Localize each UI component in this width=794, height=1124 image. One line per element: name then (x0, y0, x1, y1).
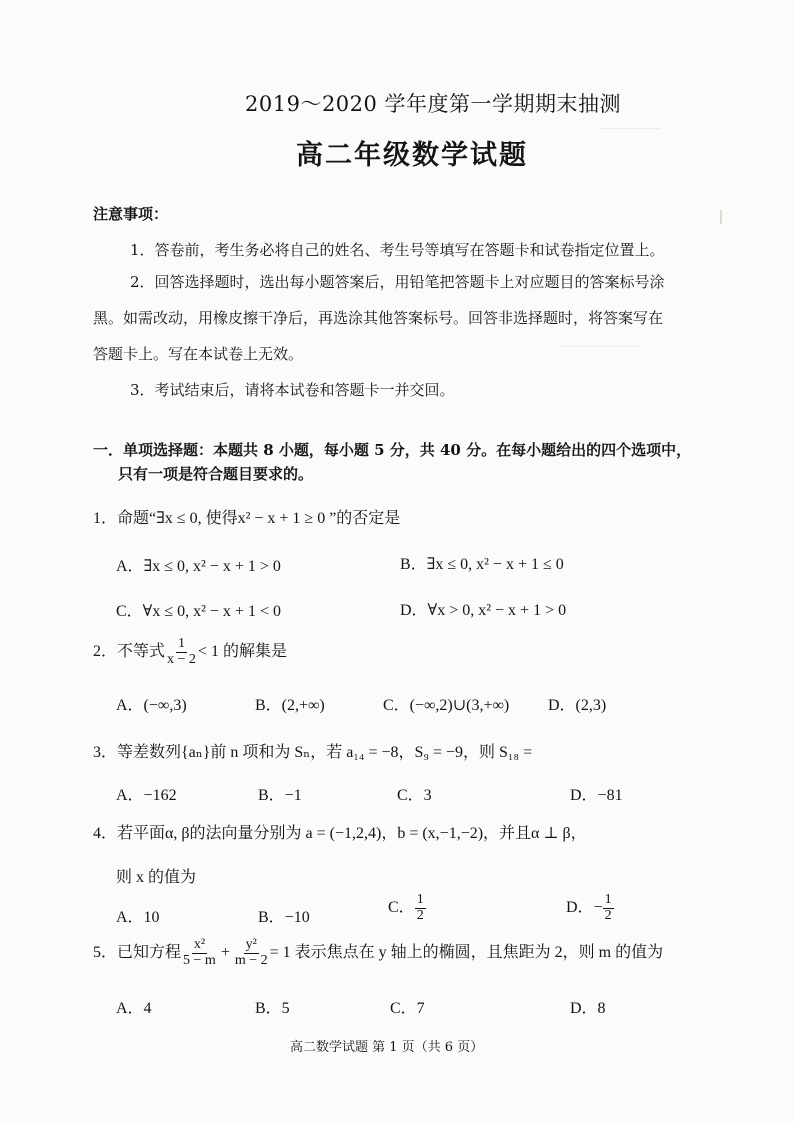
q5-f1-num: x² (193, 937, 206, 952)
q4-option-d (566, 893, 614, 923)
question-4-stem-cont: 则 x 的值为 (116, 869, 197, 886)
q2-option-a: A．(−∞,3) (116, 697, 187, 714)
question-4-stem: 4．若平面α, β的法向量分别为 a = (−1,2,4)，b = (x,−1,−2)，并且α ⊥ β， (93, 825, 587, 842)
exam-title: 2019～2020 学年度第一学期期末抽测 (245, 92, 622, 116)
scan-mark (560, 346, 640, 347)
q4-option-d-label: D．− (566, 898, 603, 916)
q3-option-c: C．3 (397, 787, 432, 804)
q1-option-c: C．∀x ≤ 0, x² − x + 1 < 0 (116, 603, 281, 620)
note-item-3: 3．考试结束后，请将本试卷和答题卡一并交回。 (130, 381, 455, 399)
q5-option-c: C．7 (390, 1000, 425, 1017)
page-footer: 高二数学试题 第 1 页（共 6 页） (290, 1040, 484, 1055)
note-item-2-cont: 黑。如需改动，用橡皮擦干净后，再选涂其他答案标号。回答非选择题时，将答案写在 (93, 309, 664, 327)
q1-option-b: B．∃x ≤ 0, x² − x + 1 ≤ 0 (400, 556, 564, 573)
q3-option-b: B．−1 (258, 787, 302, 804)
scan-mark (600, 128, 660, 129)
question-3-stem: 3．等差数列{aₙ}前 n 项和为 Sₙ，若 a₁₄ = −8，S₉ = −9，则 S₁₈ = (93, 744, 533, 761)
q4-option-b: B．−10 (258, 909, 310, 926)
q4-c-den: 2 (416, 907, 424, 923)
note-item-2: 2．回答选择题时，选出每小题答案后，用铅笔把答题卡上对应题目的答案标号涂 (130, 273, 665, 291)
exam-subtitle: 高二年级数学试题 (296, 140, 528, 171)
q4-c-num: 1 (416, 892, 424, 907)
q2-option-c: C．(−∞,2)∪(3,+∞) (383, 697, 510, 714)
q5-option-a: A．4 (116, 1000, 152, 1017)
scan-mark (720, 210, 722, 224)
q5-fraction-2 (233, 938, 270, 968)
q4-d-num: 1 (604, 892, 612, 907)
notes-heading: 注意事项： (93, 205, 169, 223)
q2-fraction-den: x − 2 (167, 651, 196, 667)
q2-option-b: B．(2,+∞) (255, 697, 325, 714)
section-heading-cont: 只有一项是符合题目要求的。 (118, 465, 314, 483)
q5-prefix: 5．已知方程 (93, 943, 182, 961)
q5-f2-den: m − 2 (234, 952, 268, 968)
q5-option-b: B．5 (255, 1000, 290, 1017)
q3-option-a: A．−162 (116, 787, 177, 804)
q4-option-d-fraction (603, 893, 614, 923)
q4-option-a: A．10 (116, 909, 160, 926)
q2-fraction-num: 1 (177, 636, 185, 651)
q2-fraction (165, 637, 198, 667)
q2-option-d: D．(2,3) (548, 697, 607, 714)
q5-plus: + (220, 943, 230, 961)
q5-option-d: D．8 (570, 1000, 606, 1017)
q5-fraction-1 (181, 938, 218, 968)
q4-option-c-fraction (415, 893, 426, 923)
question-1-stem: 1．命题“∃x ≤ 0, 使得x² − x + 1 ≥ 0 ”的否定是 (93, 510, 401, 527)
q5-f2-num: y² (245, 937, 257, 952)
note-item-1: 1．答卷前，考生务必将自己的姓名、考生号等填写在答题卡和试卷指定位置上。 (130, 241, 665, 259)
q5-suffix: = 1 表示焦点在 y 轴上的椭圆，且焦距为 2，则 m 的值为 (269, 943, 664, 961)
q3-option-d: D．−81 (570, 787, 623, 804)
section-heading: 一．单项选择题：本题共 8 小题，每小题 5 分，共 40 分。在每小题给出的四个选项中， (93, 441, 692, 459)
q1-option-a: A．∃x ≤ 0, x² − x + 1 > 0 (116, 558, 281, 575)
q2-prefix: 2．不等式 (93, 642, 166, 660)
note-item-2-cont: 答题卡上。写在本试卷上无效。 (93, 345, 304, 363)
q4-option-c (388, 893, 426, 923)
q1-option-d: D．∀x > 0, x² − x + 1 > 0 (400, 602, 567, 619)
q4-option-c-label: C． (388, 898, 415, 916)
question-2-stem (93, 637, 287, 667)
q5-f1-den: 5 − m (183, 952, 216, 968)
question-5-stem (93, 938, 663, 968)
q2-suffix: < 1 的解集是 (197, 642, 287, 660)
q4-d-den: 2 (604, 907, 612, 923)
